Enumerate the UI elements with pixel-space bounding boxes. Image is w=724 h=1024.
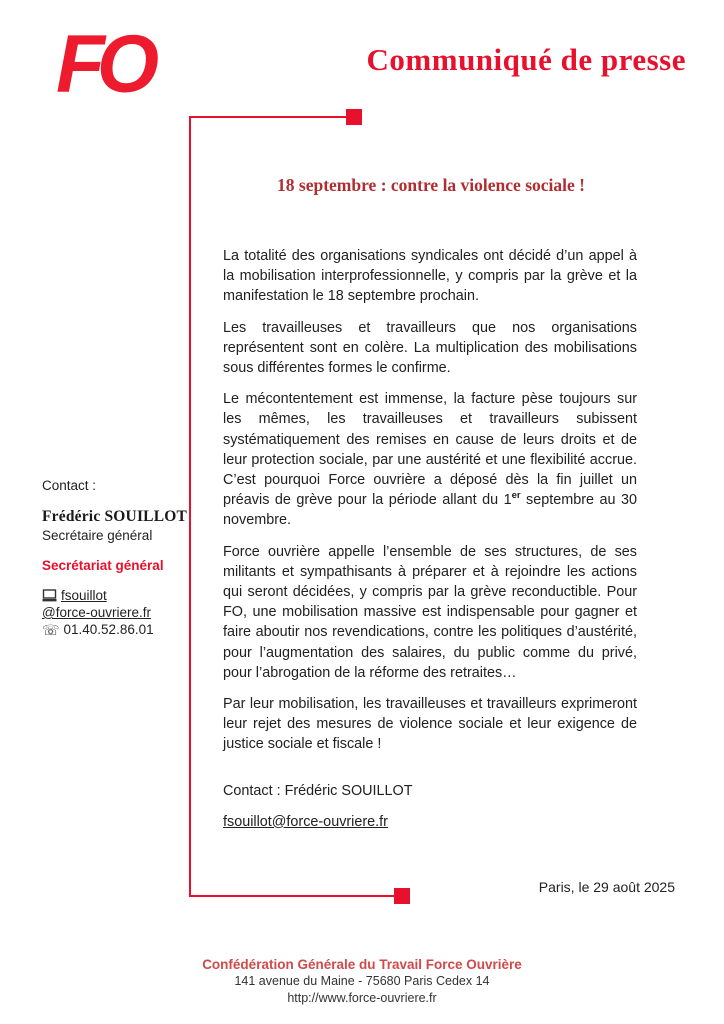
contact-role: Secrétaire général [42,528,153,543]
dateline: Paris, le 29 août 2025 [538,879,675,895]
accent-bottom-line [189,895,397,897]
phone-icon: ☏ [42,621,60,638]
fo-logo: FO [56,18,152,109]
superscript-er: er [511,490,521,502]
body-paragraph: Force ouvrière appelle l’ensemble de ses structures, de ses militants et sympathisants à préparer et à rejoindre les actions qui seront décidées, y compris par la grève reconductible. Pour FO, une mobilisation massive est indispensable pour gagner et faire aboutir nos revendications, contre les politiques d’austérité, pour l’augmentation des salaires, du public comme du privé, pour l’abrogation de la réforme des retraites… [223,543,637,681]
contact-label: Contact : [42,478,97,493]
footer-org-name: Confédération Générale du Travail Force Ouvrière [202,957,522,972]
body-paragraph: Les travailleuses et travailleurs que nos organisations représentent sont en colère. La multiplication des mobilisations sous différentes formes le confirme. [223,319,637,377]
accent-top-square [346,109,362,125]
accent-bottom-square [394,888,410,904]
contact-phone: 01.40.52.86.01 [63,622,154,637]
headline: 18 septembre : contre la violence sociale ! [277,175,585,195]
sidebar-email-user-link[interactable]: fsouillot [61,588,107,603]
contact-line: Contact : Frédéric SOUILLOT [223,782,413,799]
contact-department: Secrétariat général [42,558,164,573]
paragraph-text: Le mécontentement est immense, la facture pèse toujours sur les mêmes, les travailleuses et travailleurs subissent systématiquement des remises en cause de leurs droits et de leur protection sociale, par une austérité et une flexibilité accrue. C’est pourquoi Force ouvrière a déposé dès la fin juillet un préavis de grève pour la période allant du 1 [223,391,637,509]
contact-name: Frédéric SOUILLOT [42,508,188,525]
footer-url: http://www.force-ouvriere.fr [287,991,437,1005]
body-paragraph: La totalité des organisations syndicales ont décidé d’un appel à la mobilisation interprofessionnelle, y compris par la grève et la manifestation le 18 septembre prochain. [223,248,637,305]
body-paragraph: Par leur mobilisation, les travailleuses et travailleurs exprimeront leur rejet des mesures de violence sociale et leur exigence de justice sociale et fiscale ! [223,696,637,753]
contact-email-link[interactable]: fsouillot@force-ouvriere.fr [223,813,388,830]
accent-top-line [189,116,349,118]
paragraph-text: septembre au 30 novembre. [223,492,637,529]
footer [0,956,724,1007]
contact-sidebar [42,477,192,638]
press-release-header: Communiqué de presse [366,42,686,77]
computer-icon [42,589,57,602]
body-column [223,246,637,843]
body-paragraph [223,389,637,530]
footer-address: 141 avenue du Maine - 75680 Paris Cedex 14 [234,974,490,988]
sidebar-email-domain-link[interactable]: @force-ouvriere.fr [42,605,151,620]
